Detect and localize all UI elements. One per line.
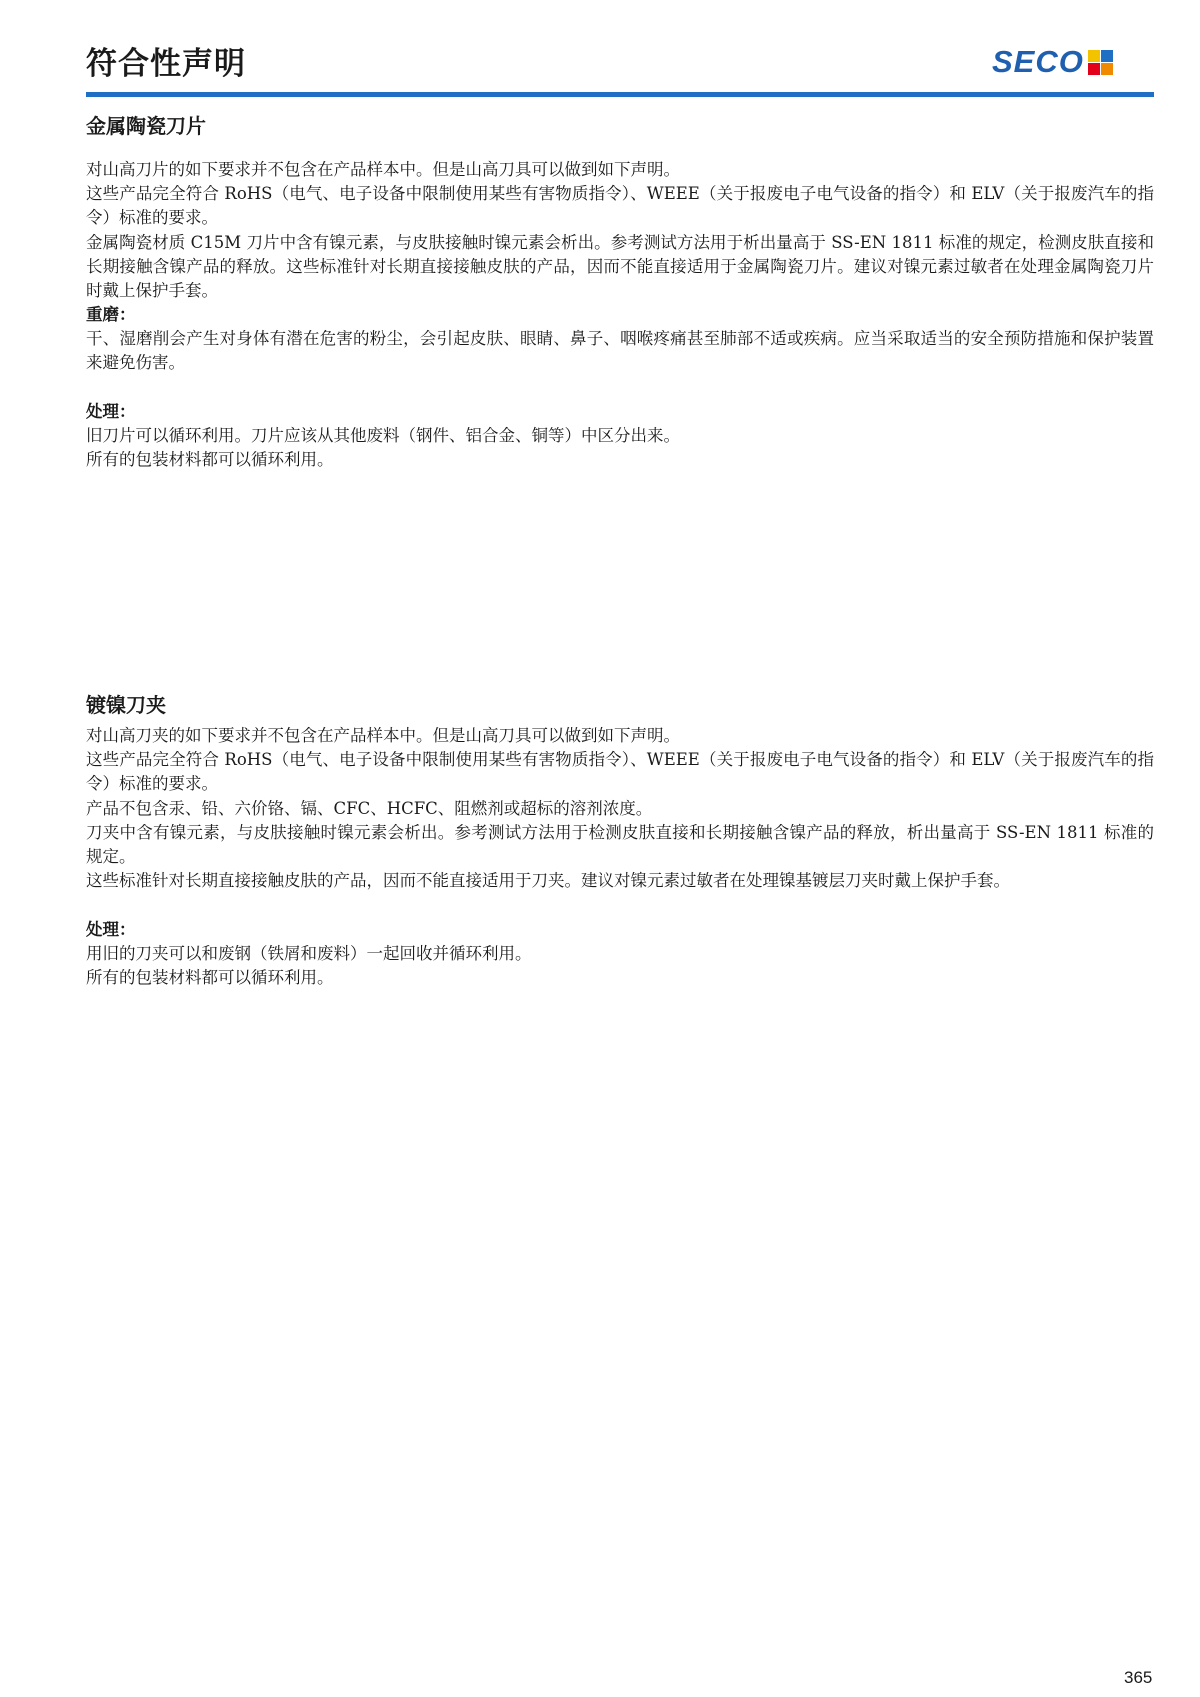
holders-substances-paragraph: 产品不包含汞、铅、六价铬、镉、CFC、HCFC、阻燃剂或超标的溶剂浓度。 <box>86 798 653 818</box>
nickel-holders-body <box>86 724 1154 893</box>
holders-nickel-paragraph: 刀夹中含有镍元素，与皮肤接触时镍元素会析出。参考测试方法用于检测皮肤直接和长期接触含镍产品的释放，析出量高于 SS-EN 1811 标准的规定。 <box>86 822 1154 867</box>
section-title-cermet-inserts: 金属陶瓷刀片 <box>86 114 206 138</box>
holders-gloves-paragraph: 这些标准针对长期直接接触皮肤的产品，因而不能直接适用于刀夹。建议对镍元素过敏者在处理镍基镀层刀夹时戴上保护手套。 <box>86 871 1010 891</box>
logo-square-yellow <box>1088 50 1100 62</box>
logo-square-blue <box>1101 50 1113 62</box>
seco-logo-mark-icon <box>1088 50 1113 75</box>
cermet-regrinding-block <box>86 303 1154 376</box>
holders-disposal-heading: 处理： <box>86 920 136 939</box>
page-number: 365 <box>1124 1668 1153 1687</box>
logo-square-red <box>1088 63 1100 75</box>
holders-intro-paragraph: 对山高刀夹的如下要求并不包含在产品样本中。但是山高刀具可以做到如下声明。 <box>86 726 680 745</box>
cermet-inserts-body <box>86 158 1154 303</box>
cermet-disposal-heading: 处理： <box>86 402 136 421</box>
holders-disposal-block <box>86 918 1154 991</box>
page-title: 符合性声明 <box>86 46 246 82</box>
cermet-nickel-paragraph: 金属陶瓷材质 C15M 刀片中含有镍元素，与皮肤接触时镍元素会析出。参考测试方法用于析出量高于 SS-EN 1811 标准的规定，检测皮肤直接和长期接触含镍产品的释放。这些标准针对长期直接接触皮肤的产品，因而不能直接适用于金属陶瓷刀片。建议对镍元素过敏者在处理金属陶瓷刀片时戴上保护手套。 <box>86 232 1154 301</box>
holders-compliance-paragraph: 这些产品完全符合 RoHS（电气、电子设备中限制使用某些有害物质指令）、WEEE（关于报废电子电气设备的指令）和 ELV（关于报废汽车的指令）标准的要求。 <box>86 750 1154 794</box>
cermet-disposal-line: 所有的包装材料都可以循环利用。 <box>86 450 334 470</box>
header-rule <box>86 92 1154 97</box>
holders-disposal-line: 用旧的刀夹可以和废钢（铁屑和废料）一起回收并循环利用。 <box>86 944 532 964</box>
section-title-nickel-plated-holders: 镀镍刀夹 <box>86 693 166 717</box>
seco-logo <box>992 46 1113 78</box>
regrinding-heading: 重磨： <box>86 305 136 324</box>
holders-disposal-line: 所有的包装材料都可以循环利用。 <box>86 968 334 988</box>
cermet-disposal-line: 旧刀片可以循环利用。刀片应该从其他废料（钢件、铝合金、铜等）中区分出来。 <box>86 426 680 446</box>
cermet-intro-paragraph: 对山高刀片的如下要求并不包含在产品样本中。但是山高刀具可以做到如下声明。 <box>86 160 680 179</box>
regrinding-text: 干、湿磨削会产生对身体有潜在危害的粉尘，会引起皮肤、眼睛、鼻子、咽喉疼痛甚至肺部不适或疾病。应当采取适当的安全预防措施和保护装置来避免伤害。 <box>86 329 1154 373</box>
cermet-disposal-block <box>86 400 1154 473</box>
logo-square-orange <box>1101 63 1113 75</box>
seco-logo-wordmark: SECO <box>992 44 1084 79</box>
cermet-compliance-paragraph: 这些产品完全符合 RoHS（电气、电子设备中限制使用某些有害物质指令）、WEEE（关于报废电子电气设备的指令）和 ELV（关于报废汽车的指令）标准的要求。 <box>86 184 1154 228</box>
